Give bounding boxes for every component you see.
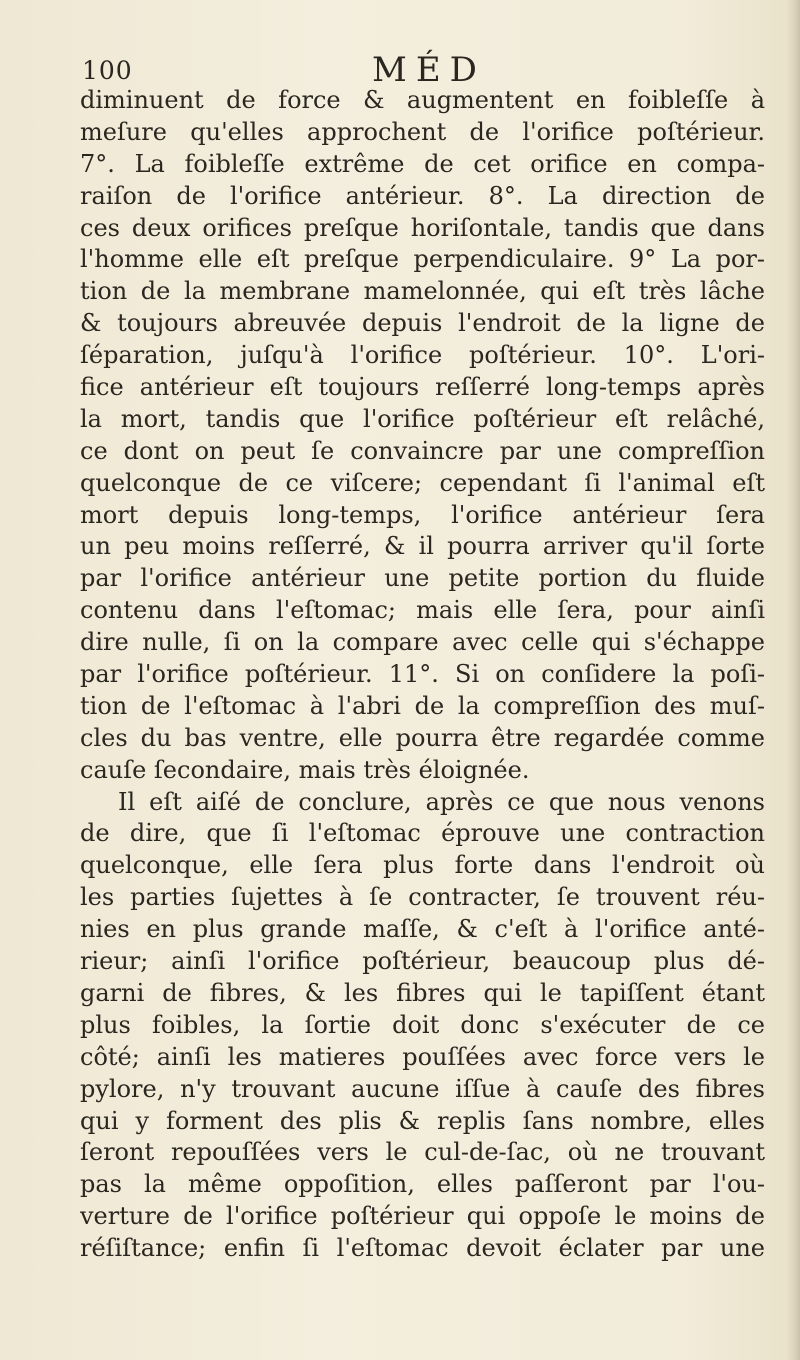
page-edge-shadow (786, 0, 800, 1360)
text-line: contenu dans l'eſtomac; mais elle ſera, pour ainſi (80, 596, 765, 625)
text-line: quelconque de ce viſcere; cependant ſi l'animal eſt (80, 468, 765, 497)
text-line: verture de l'orifice poſtérieur qui oppoſe le moins de (80, 1202, 765, 1231)
text-line: dire nulle, ſi on la compare avec celle qui s'échappe (80, 628, 765, 657)
text-line: fice antérieur eſt toujours reſſerré long-temps après (80, 373, 765, 402)
text-line: les parties ſujettes à ſe contracter, ſe trouvent réu- (80, 883, 765, 912)
text-line: pas la même oppoſition, elles paſſeront par l'ou- (80, 1170, 765, 1199)
text-line: de dire, que ſi l'eſtomac éprouve une contraction (80, 819, 765, 848)
text-line: pylore, n'y trouvant aucune iſſue à cauſe des fibres (80, 1074, 765, 1103)
text-line: nies en plus grande maſſe, & c'eſt à l'orifice anté- (80, 915, 765, 944)
text-line: ces deux orifices preſque horiſontale, tandis que dans (80, 213, 765, 242)
text-line: & toujours abreuvée depuis l'endroit de la ligne de (80, 309, 765, 338)
text-line: réſiſtance; enfin ſi l'eſtomac devoit éclater par une (80, 1234, 765, 1263)
running-head: MÉD (372, 50, 486, 90)
text-line: cles du bas ventre, elle pourra être regardée comme (80, 723, 765, 752)
text-line: 7°. La foibleſſe extrême de cet orifice en compa- (80, 149, 765, 178)
text-line: la mort, tandis que l'orifice poſtérieur eſt relâché, (80, 404, 765, 433)
text-line: raiſon de l'orifice antérieur. 8°. La direction de (80, 181, 765, 210)
body-text (80, 85, 765, 1265)
text-line: garni de fibres, & les fibres qui le tapiſſent étant (80, 978, 765, 1007)
text-line: l'homme elle eſt preſque perpendiculaire. 9° La por- (80, 245, 765, 274)
text-line: tion de la membrane mamelonnée, qui eſt très lâche (80, 277, 765, 306)
text-line: rieur; ainſi l'orifice poſtérieur, beaucoup plus dé- (80, 947, 765, 976)
text-line: côté; ainſi les matieres pouſſées avec force vers le (80, 1042, 765, 1071)
text-line: par l'orifice poſtérieur. 11°. Si on conſidere la poſi- (80, 660, 765, 689)
text-line: ſeront repouſſées vers le cul-de-ſac, où ne trouvant (80, 1138, 765, 1167)
page-number: 100 (82, 56, 133, 85)
paragraph-start-line: Il eſt aiſé de conclure, après ce que nous venons (118, 787, 765, 816)
text-line: mort depuis long-temps, l'orifice antérieur ſera (80, 500, 765, 529)
paragraph-end-line: cauſe ſecondaire, mais très éloignée. (80, 755, 530, 784)
text-line: ſéparation, juſqu'à l'orifice poſtérieur. 10°. L'ori- (80, 341, 765, 370)
text-line: qui y forment des plis & replis ſans nombre, elles (80, 1106, 765, 1135)
text-line: tion de l'eſtomac à l'abri de la compreſſion des muſ- (80, 691, 765, 720)
text-line: par l'orifice antérieur une petite portion du fluide (80, 564, 765, 593)
text-line: quelconque, elle ſera plus forte dans l'endroit où (80, 851, 765, 880)
text-line: plus foibles, la ſortie doit donc s'exécuter de ce (80, 1010, 765, 1039)
text-line: diminuent de force & augmentent en foibleſſe à (80, 86, 765, 114)
text-line: ce dont on peut ſe convaincre par une compreſſion (80, 436, 765, 465)
text-line: meſure qu'elles approchent de l'orifice poſtérieur. (80, 117, 765, 146)
text-line: un peu moins reſſerré, & il pourra arriver qu'il ſorte (80, 532, 765, 561)
